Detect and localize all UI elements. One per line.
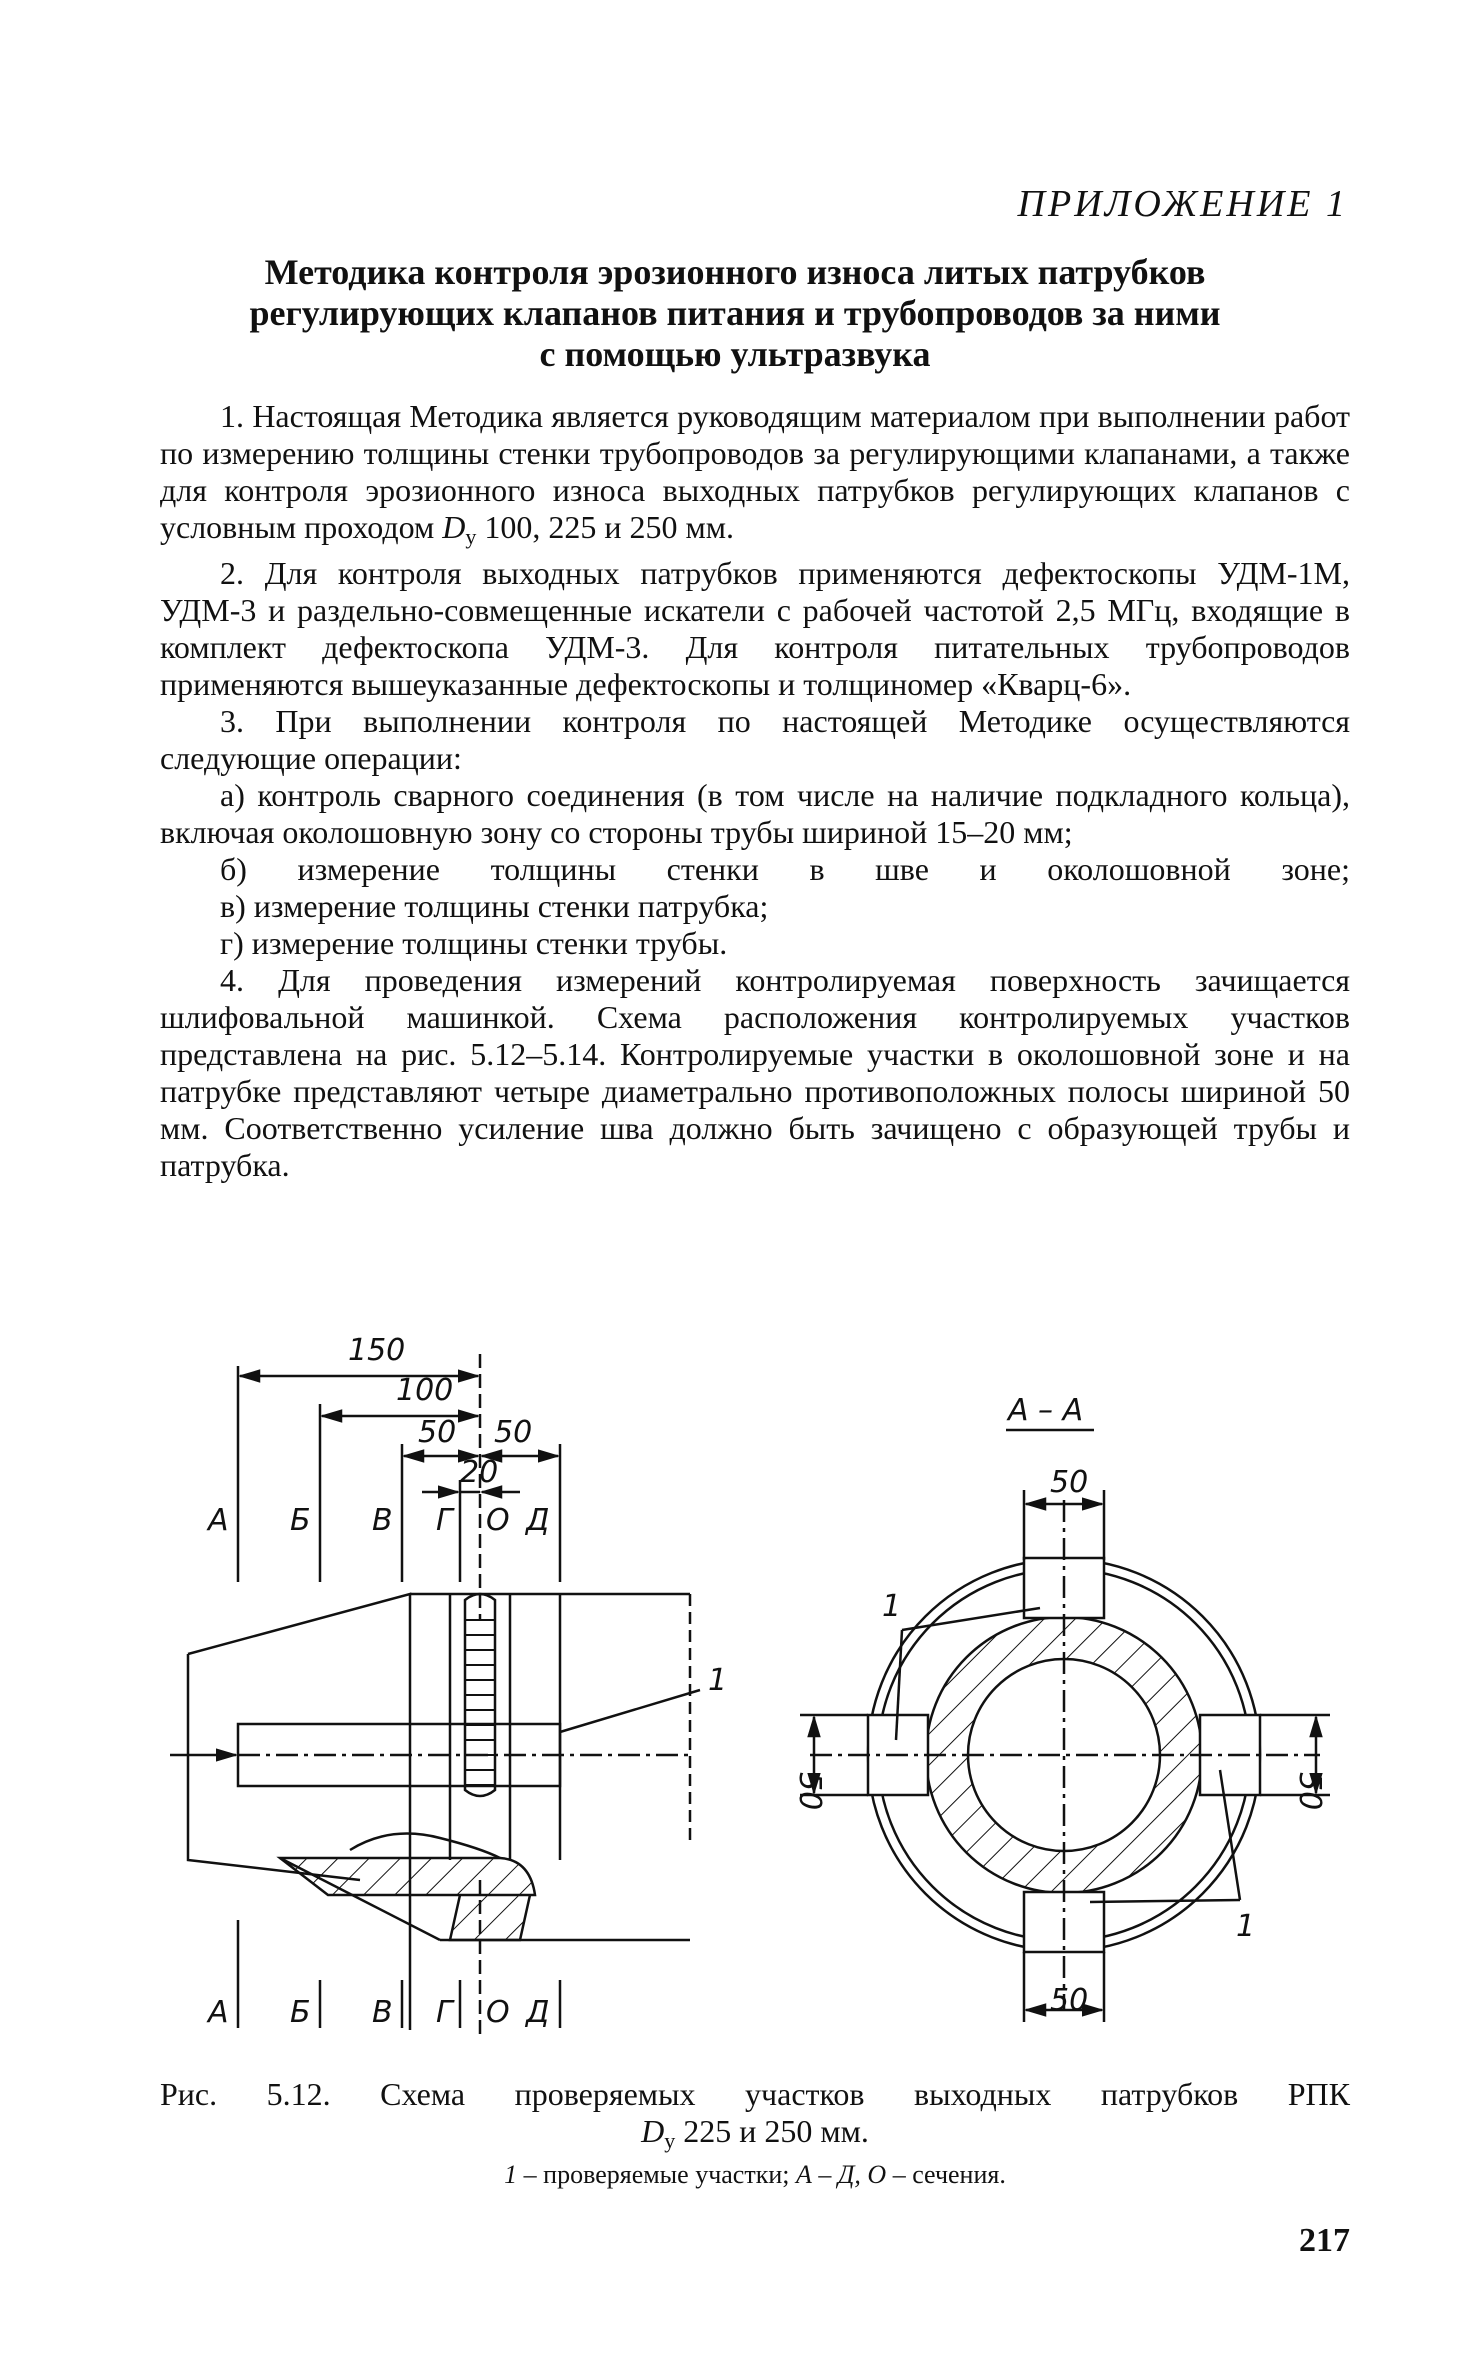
weld-root <box>450 1895 530 1940</box>
paragraph-3c: в) измерение толщины стенки патрубка; <box>220 888 769 924</box>
longitudinal-view <box>170 1354 700 2040</box>
section-g-bottom: Г <box>436 1995 453 2030</box>
paragraph-2: 2. Для контроля выходных патрубков применяются дефектоскопы УДМ-1М, УДМ-3 и раздельно-совмещенные искатели с рабочей частотой 2,5 МГц, входящие в комплект дефектоскопа УДМ-3. Для контроля питательных трубопроводов применяются вышеуказанные дефектоскопы и толщиномер «Кварц-6». <box>160 555 1350 702</box>
paragraph-3a: а) контроль сварного соединения (в том числе на наличие подкладного кольца), включая околошовную зону со стороны трубы шириной 15–20 мм; <box>160 777 1350 850</box>
section-aa-title: А – А <box>1008 1393 1084 1428</box>
callout-lower-to-bottom <box>1090 1900 1240 1902</box>
dim-20-label: 20 <box>460 1455 499 1490</box>
dim-50a-label: 50 <box>418 1415 457 1450</box>
ring-dim-top-label: 50 <box>1050 1465 1089 1500</box>
ring-callout-upper: 1 <box>882 1589 902 1624</box>
body-text <box>160 398 1350 1184</box>
ring-dim-right-label: 50 <box>1292 1772 1327 1811</box>
section-d-bottom: Д <box>526 1995 550 2030</box>
callout-line-1 <box>560 1690 700 1732</box>
ring-dim-left-label: 50 <box>792 1772 827 1811</box>
section-a-top: А <box>208 1503 229 1538</box>
section-o-bottom: О <box>486 1995 510 2030</box>
title-line-1: Методика контроля эрозионного износа литых патрубков <box>264 252 1206 292</box>
section-a-bottom: А <box>208 1995 229 2030</box>
figure-5-12 <box>160 1320 1350 2060</box>
section-b-top: Б <box>290 1503 311 1538</box>
nozzle-bottom <box>188 1654 360 1880</box>
caption-line-2: Dу 225 и 250 мм. <box>641 2113 869 2153</box>
dim-50b-label: 50 <box>494 1415 533 1450</box>
figure-drawing <box>160 1320 1350 2060</box>
dim-100-label: 100 <box>396 1373 454 1408</box>
figure-caption <box>160 2076 1350 2159</box>
title-line-3: с помощью ультразвука <box>539 334 931 374</box>
cutaway-edge <box>350 1834 500 1858</box>
paragraph-4: 4. Для проведения измерений контролируемая поверхность зачищается шлифовальной машинкой. Схема расположения контролируемых участков представлена на рис. 5.12–5.14. Контролируемые участки в околошовной зоне и на патрубке представляют четыре диаметрально противоположных полосы шириной 50 мм. Соответственно усиление шва должно быть зачищено с образующей трубы и патрубка. <box>160 962 1350 1183</box>
caption-line-1: Рис. 5.12. Схема проверяемых участков выходных патрубков РПК <box>160 2076 1350 2112</box>
ring-dim-bottom-label: 50 <box>1050 1983 1089 2018</box>
nozzle-outline <box>188 1594 410 2030</box>
section-o-top: О <box>486 1503 510 1538</box>
paragraph-3: 3. При выполнении контроля по настоящей Методике осуществляются следующие операции: <box>160 703 1350 776</box>
weld-ripples <box>465 1620 495 1785</box>
ring-callout-lower: 1 <box>1236 1909 1256 1944</box>
section-d-top: Д <box>526 1503 550 1538</box>
section-v-bottom: В <box>372 1995 393 2030</box>
figure-legend: 1 – проверяемые участки; А – Д, О – сечения. <box>504 2160 1006 2189</box>
title-line-2: регулирующих клапанов питания и трубопроводов за ними <box>249 293 1221 333</box>
appendix-heading: ПРИЛОЖЕНИЕ 1 <box>1017 183 1348 225</box>
paragraph-3d: г) измерение толщины стенки трубы. <box>220 925 728 961</box>
dim-150-label: 150 <box>348 1333 406 1368</box>
section-g-top: Г <box>436 1503 453 1538</box>
document-title <box>160 252 1310 375</box>
callout-label-1: 1 <box>708 1663 728 1698</box>
section-b-bottom: Б <box>290 1995 311 2030</box>
paragraph-1: 1. Настоящая Методика является руководящим материалом при выполнении работ по измерению толщины стенки трубопроводов за регулирующими клапанами, а также для контроля эрозионного износа выходных патрубков регулирующих клапанов с условным проходом Dу 100, 225 и 250 мм. <box>160 398 1350 549</box>
paragraph-3b: б) измерение толщины стенки в шве и околошовной зоне; <box>220 851 1350 887</box>
section-v-top: В <box>372 1503 393 1538</box>
page-number: 217 <box>1299 2222 1350 2259</box>
